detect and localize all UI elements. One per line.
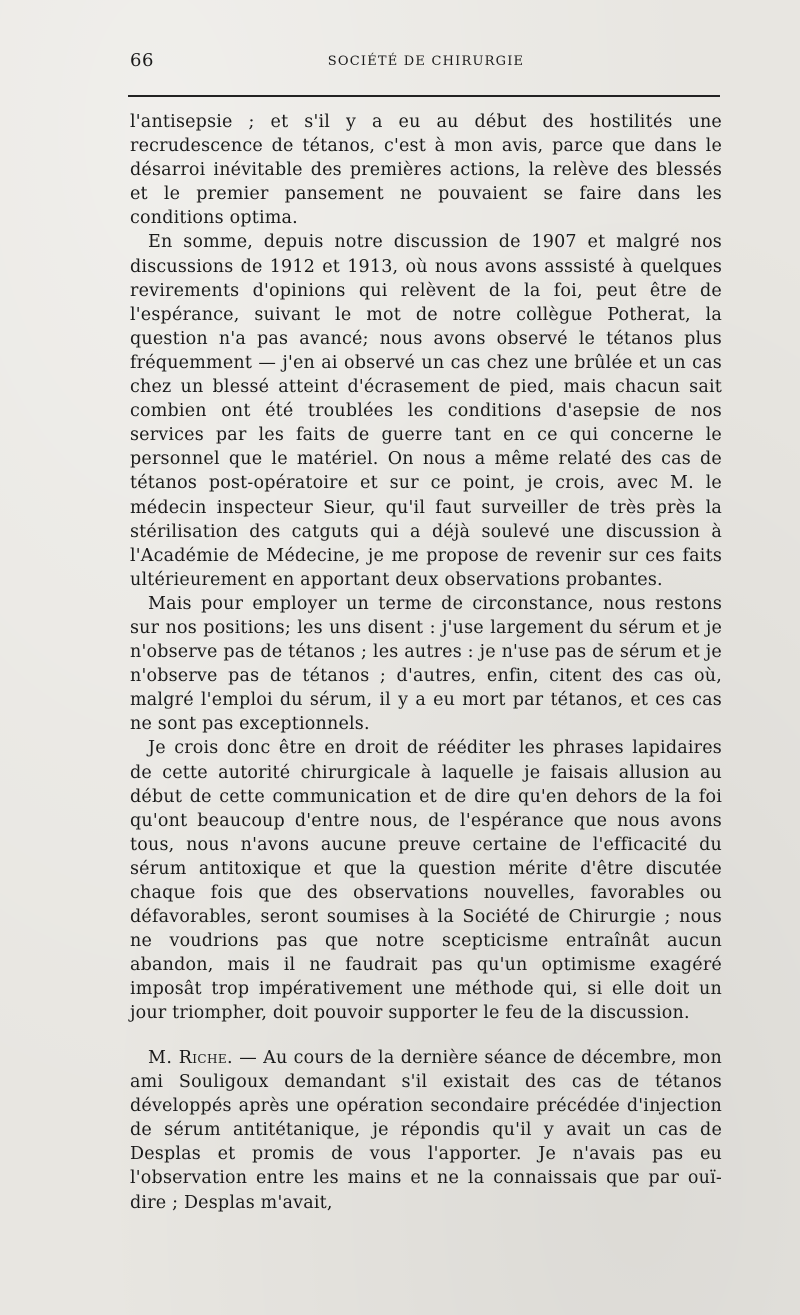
intervention-block xyxy=(130,1046,722,1215)
main-text xyxy=(130,110,722,1026)
paragraph: l'antisepsie ; et s'il y a eu au début des hostilités une recrudescence de tétanos, c'est à mon avis, parce que dans le désarroi inévitable des premières actions, la relève des blessés et le premier pansement ne pouvaient se faire dans les conditions optima. xyxy=(130,112,722,229)
intervention-text: — Au cours de la dernière séance de décembre, mon ami Souligoux demandant s'il existait des cas de tétanos développés après une opération secondaire précédée d'injection de sérum antitétanique, je répondis qu'il y avait un cas de Desplas et promis de vous l'apporter. Je n'avais pas eu l'observation entre les mains et ne la connaissais que par ouï-dire ; Desplas m'avait, xyxy=(130,1048,723,1213)
intervention-paragraph xyxy=(130,1046,722,1215)
paragraph: Je crois donc être en droit de rééditer les phrases lapidaires de cette autorité chirurgicale à laquelle je faisais allusion au début de cette communication et de dire qu'en dehors de la foi qu'ont beaucoup d'entre nous, de l'espérance que nous avons tous, nous n'avons aucune preuve certaine de l'efficacité du sérum antitoxique et que la question mérite d'être discutée chaque fois que des observations nouvelles, favorables ou défavorables, seront soumises à la Société de Chirurgie ; nous ne voudrions pas que notre scepticisme entraînât aucun abandon, mais il ne faudrait pas qu'un optimisme exagéré imposât trop impérativement une méthode qui, si elle doit un jour triompher, doit pouvoir supporter le feu de la discussion. xyxy=(130,738,722,1024)
page-header xyxy=(130,50,722,76)
speaker-name: M. Riche. xyxy=(148,1048,233,1068)
paragraph: Mais pour employer un terme de circonstance, nous restons sur nos positions; les uns disent : j'use largement du sérum et je n'observe pas de tétanos ; les autres : je n'use pas de sérum et je n'observe pas de tétanos ; d'autres, enfin, citent des cas où, malgré l'emploi du sérum, il y a eu mort par tétanos, et ces cas ne sont pas exceptionnels. xyxy=(130,593,722,735)
header-rule xyxy=(128,95,720,97)
paragraph: En somme, depuis notre discussion de 1907 et malgré nos discussions de 1912 et 1913, où nous avons asssisté à quelques revirements d'opinions qui relèvent de la foi, peut être de l'espérance, suivant le mot de notre collègue Potherat, la question n'a pas avancé; nous avons observé le tétanos plus fréquemment — j'en ai observé un cas chez une brûlée et un cas chez un blessé atteint d'écrasement de pied, mais chacun sait combien ont été troublées les conditions d'asepsie de nos services par les faits de guerre tant en ce qui concerne le personnel que le matériel. On nous a même relaté des cas de tétanos post-opératoire et sur ce point, je crois, avec M. le médecin inspecteur Sieur, qu'il faut surveiller de très près la stérilisation des catguts qui a déjà soulevé une discussion à l'Académie de Médecine, je me propose de revenir sur ces faits ultérieurement en apportant deux observations probantes. xyxy=(130,232,722,590)
page-number: 66 xyxy=(130,50,154,71)
running-title: SOCIÉTÉ DE CHIRURGIE xyxy=(327,54,525,69)
